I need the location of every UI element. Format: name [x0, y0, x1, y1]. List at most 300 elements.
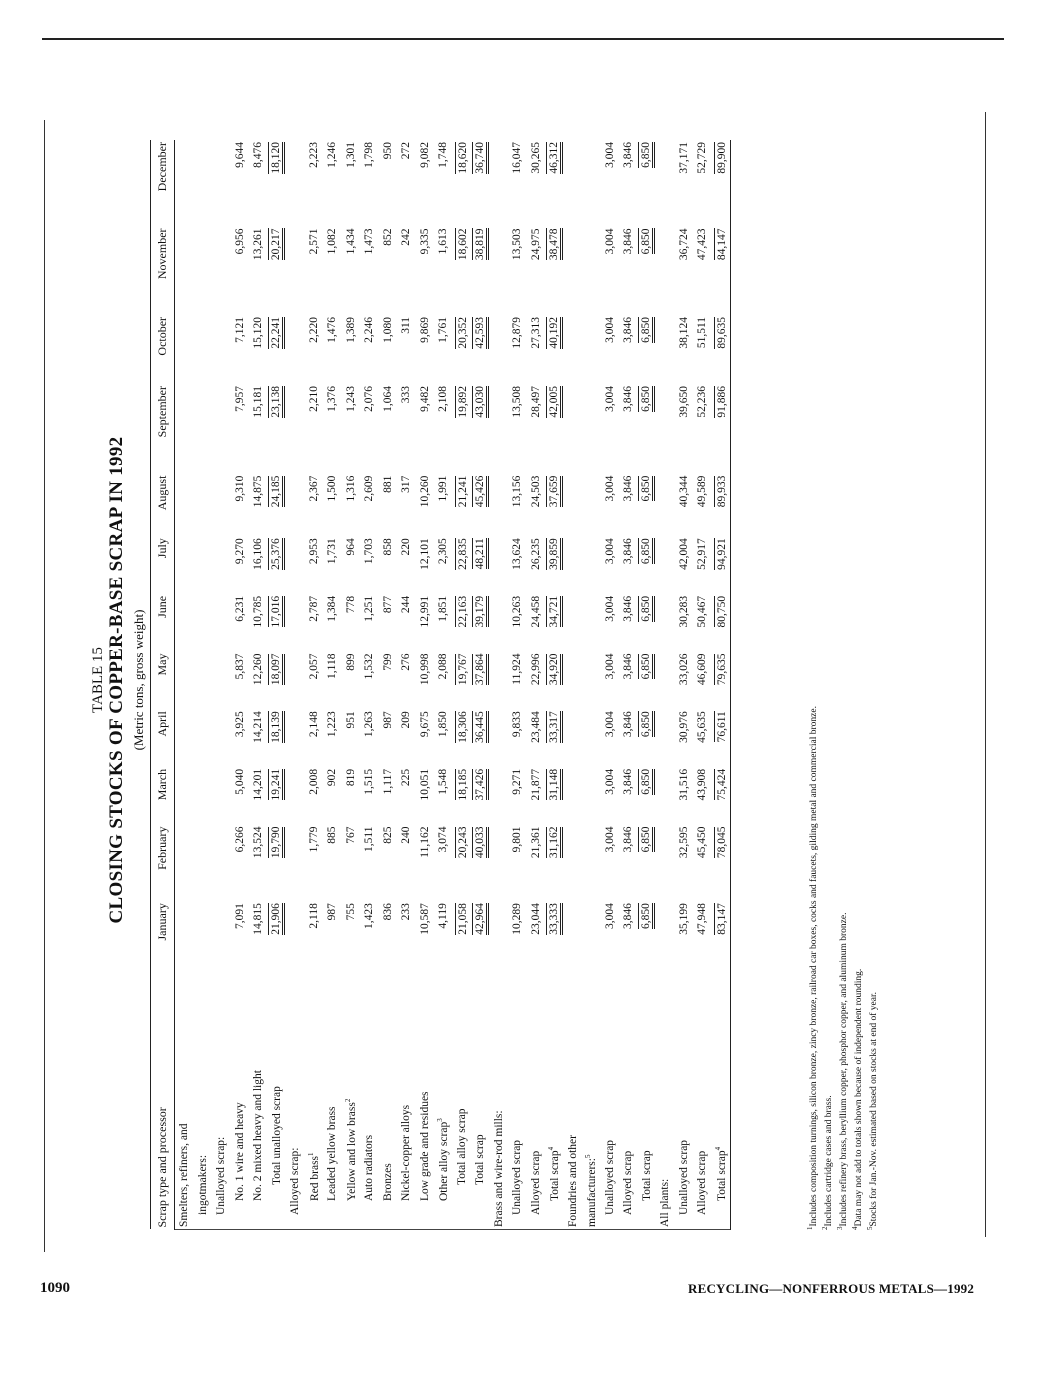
table-cell: 13,624	[511, 538, 524, 570]
row-label: Low grade and residues	[416, 968, 435, 1229]
table-row	[434, 140, 453, 1230]
table-cell: 4,119	[437, 903, 450, 929]
table-cell: 272	[400, 142, 413, 160]
table-cell: 18,120	[268, 140, 287, 226]
table-cell: 31,162	[545, 825, 564, 902]
table-cell	[564, 315, 583, 384]
row-label: Bronzes	[379, 968, 398, 1229]
table-row	[527, 140, 546, 1230]
footnote: $^1$Includes composition turnings, silicon bronze, zincy bronze, railroad car boxes, cocks and faucets, gilding metal and commercial bronze.	[806, 706, 820, 1230]
table-cell: 24,503	[529, 475, 542, 508]
table-title: CLOSING STOCKS OF COPPER-BASE SCRAP IN 1992	[106, 436, 127, 924]
table-cell: 767	[344, 826, 357, 844]
table-cell	[564, 140, 583, 226]
table-row	[453, 140, 472, 1230]
table-cell: 1,473	[363, 228, 376, 255]
table-cell: 6,850	[638, 315, 657, 384]
table-cell: 23,138	[268, 384, 287, 474]
table-cell: 2,008	[307, 768, 320, 795]
table-cell: 30,265	[529, 142, 542, 174]
table-cell: 47,423	[696, 228, 709, 261]
footnote: $^3$Includes refinery brass, beryllium copper, phosphor copper, and aluminum bronze.	[835, 912, 850, 1230]
table-cell: 1,476	[326, 316, 339, 343]
table-cell	[582, 536, 601, 594]
table-cell: 9,644	[233, 142, 246, 168]
table-cell	[194, 384, 213, 474]
column-header-month: February	[151, 825, 175, 902]
table-cell: 899	[344, 653, 357, 671]
table-cell	[194, 594, 213, 652]
row-label: Alloyed scrap	[527, 968, 546, 1229]
table-cell	[286, 315, 305, 384]
table-cell	[212, 594, 231, 652]
table-row	[249, 140, 268, 1230]
table-cell	[194, 536, 213, 594]
table-body	[175, 140, 731, 1230]
table-cell	[212, 226, 231, 314]
table-cell	[656, 474, 675, 537]
table-cell	[490, 825, 509, 902]
table-cell: 1,613	[437, 228, 450, 255]
table-cell: 858	[381, 538, 394, 556]
table-cell: 3,004	[603, 826, 616, 853]
table-cell: 778	[344, 595, 357, 614]
table-cell: 1,532	[363, 653, 376, 680]
table-cell: 1,316	[344, 475, 357, 502]
table-cell	[490, 384, 509, 474]
row-label: Total scrap	[638, 968, 657, 1229]
table-cell: 951	[344, 711, 357, 729]
table-cell	[286, 140, 305, 226]
table-cell: 12,991	[418, 595, 431, 628]
table-cell: 1,064	[381, 386, 394, 412]
table-cell: 18,185	[456, 768, 469, 801]
footnote: $^2$Includes cartridge cases and brass.	[820, 1095, 835, 1230]
table-cell: 240	[400, 826, 413, 844]
table-cell: 79,635	[712, 652, 731, 710]
table-cell: 3,925	[233, 711, 246, 738]
table-cell: 6,850	[638, 140, 657, 226]
table-cell: 950	[381, 142, 394, 160]
table-cell	[656, 825, 675, 902]
table-cell: 9,271	[511, 768, 524, 795]
table-row	[712, 140, 731, 1230]
table-cell: 89,933	[712, 474, 731, 537]
table-cell: 10,587	[418, 903, 431, 935]
table-cell: 3,846	[622, 595, 635, 622]
table-cell: 1,301	[344, 142, 357, 168]
table-cell	[490, 594, 509, 652]
table-row	[397, 140, 416, 1230]
table-cell	[212, 652, 231, 710]
table-cell: 1,246	[326, 142, 339, 168]
table-cell	[582, 226, 601, 314]
table-cell: 3,004	[603, 475, 616, 502]
table-cell	[286, 767, 305, 825]
table-row	[360, 140, 379, 1230]
table-cell	[194, 709, 213, 767]
row-label: Unalloyed scrap	[675, 968, 694, 1229]
table-cell	[286, 825, 305, 902]
row-label: Total scrap	[471, 968, 490, 1229]
table-row	[305, 140, 324, 1230]
table-cell: 1,389	[344, 316, 357, 343]
table-cell: 51,511	[696, 316, 709, 349]
table-cell: 18,306	[456, 711, 469, 743]
table-cell: 15,120	[252, 316, 265, 349]
table-cell: 819	[344, 768, 357, 787]
table-cell: 21,906	[268, 901, 287, 968]
table-cell: 1,423	[363, 903, 376, 930]
table-cell: 1,748	[437, 142, 450, 168]
table-cell	[194, 767, 213, 825]
table-cell: 964	[344, 538, 357, 556]
table-cell: 75,424	[712, 767, 731, 825]
column-header-month: June	[151, 594, 175, 652]
table-cell: 36,740	[471, 140, 490, 226]
table-cell: 52,729	[696, 142, 709, 174]
table-cell: 20,217	[268, 226, 287, 314]
table-cell: 836	[381, 903, 394, 921]
table-cell: 45,426	[471, 474, 490, 537]
table-cell: 1,434	[344, 228, 357, 255]
table-cell: 1,082	[326, 228, 339, 255]
table-row	[619, 140, 638, 1230]
footnote-marker: 3	[436, 1118, 445, 1122]
table-cell: 89,635	[712, 315, 731, 384]
table-cell	[286, 474, 305, 537]
table-cell: 23,044	[529, 903, 542, 935]
table-cell: 9,270	[233, 538, 246, 565]
table-cell: 39,859	[545, 536, 564, 594]
table-cell: 755	[344, 903, 357, 921]
table-cell	[286, 709, 305, 767]
table-cell	[212, 825, 231, 902]
table-cell: 31,516	[677, 768, 690, 801]
table-cell: 1,384	[326, 595, 339, 622]
table-cell: 27,313	[529, 316, 542, 349]
table-cell	[175, 901, 194, 968]
table-cell	[490, 901, 509, 968]
table-cell	[564, 594, 583, 652]
table-cell	[656, 652, 675, 710]
table-row	[582, 140, 601, 1230]
table-cell: 6,850	[638, 652, 657, 710]
table-cell: 20,243	[456, 826, 469, 859]
table-cell: 11,924	[511, 653, 524, 685]
table-cell	[175, 825, 194, 902]
row-label: Unalloyed scrap	[508, 968, 527, 1229]
table-cell: 10,260	[418, 475, 431, 508]
table-cell: 78,045	[712, 825, 731, 902]
table-cell: 10,998	[418, 653, 431, 686]
table-cell	[175, 652, 194, 710]
table-cell: 22,996	[529, 653, 542, 686]
table-cell: 3,846	[622, 711, 635, 738]
table-row	[379, 140, 398, 1230]
row-label: Total scrap$^4$	[712, 968, 731, 1229]
table-cell: 13,261	[252, 228, 265, 261]
table-cell: 2,571	[307, 228, 320, 255]
row-label: Red brass$^1$	[305, 968, 324, 1229]
table-cell	[656, 226, 675, 314]
table-cell: 12,101	[418, 538, 431, 570]
table-cell: 23,484	[529, 711, 542, 743]
table-row	[286, 140, 305, 1230]
table-cell: 852	[381, 228, 394, 246]
footnote-marker: 1	[306, 1152, 315, 1156]
table-cell: 40,344	[677, 475, 690, 508]
table-row	[508, 140, 527, 1230]
table-cell	[194, 652, 213, 710]
table-cell: 39,650	[677, 386, 690, 418]
column-header-month: April	[151, 709, 175, 767]
table-cell: 42,964	[471, 901, 490, 968]
row-label: Total scrap$^4$	[545, 968, 564, 1229]
table-cell	[212, 315, 231, 384]
table-cell	[212, 536, 231, 594]
table-cell: 209	[400, 711, 413, 729]
table-cell	[490, 536, 509, 594]
table-cell	[286, 536, 305, 594]
table-cell: 3,074	[437, 826, 450, 853]
top-rule	[42, 38, 1004, 40]
table-cell	[175, 709, 194, 767]
table-cell: 1,731	[326, 538, 339, 565]
table-cell: 1,117	[381, 768, 394, 795]
table-row	[638, 140, 657, 1230]
table-cell: 877	[381, 595, 394, 614]
table-row	[545, 140, 564, 1230]
table-cell: 83,147	[712, 901, 731, 968]
table-cell: 9,082	[418, 142, 431, 168]
table-cell: 37,426	[471, 767, 490, 825]
table-cell	[656, 709, 675, 767]
table-cell	[175, 767, 194, 825]
table-cell: 17,016	[268, 594, 287, 652]
footnote: $^4$Data may not add to totals shown because of independent rounding.	[850, 968, 865, 1230]
table-cell: 47,948	[696, 903, 709, 935]
table-row	[268, 140, 287, 1230]
table-cell	[212, 767, 231, 825]
table-cell: 14,201	[252, 768, 265, 801]
table-cell: 50,467	[696, 595, 709, 628]
table-cell	[212, 901, 231, 968]
column-header-label: Scrap type and processor	[151, 968, 175, 1229]
table-cell: 40,033	[471, 825, 490, 902]
rotated-table-region	[90, 120, 879, 1240]
table-cell	[656, 594, 675, 652]
table-cell: 52,236	[696, 386, 709, 418]
table-row	[194, 140, 213, 1230]
table-cell	[564, 901, 583, 968]
table-cell: 46,312	[545, 140, 564, 226]
table-row	[490, 140, 509, 1230]
footnote-marker: 2	[343, 1098, 352, 1103]
table-cell: 16,047	[511, 142, 524, 174]
table-cell: 885	[326, 826, 339, 844]
table-cell: 26,235	[529, 538, 542, 570]
table-cell: 19,767	[456, 653, 469, 686]
table-cell: 13,508	[511, 386, 524, 418]
table-cell: 1,851	[437, 595, 450, 622]
row-label: Unalloyed scrap:	[212, 968, 231, 1229]
table-cell: 9,482	[418, 386, 431, 412]
table-cell: 10,785	[252, 595, 265, 628]
table-cell: 7,957	[233, 386, 246, 412]
table-cell: 36,724	[677, 228, 690, 261]
table-cell: 6,850	[638, 594, 657, 652]
table-cell: 21,877	[529, 768, 542, 801]
table-cell: 2,953	[307, 538, 320, 565]
table-cell: 6,850	[638, 536, 657, 594]
table-cell: 3,846	[622, 475, 635, 502]
table-cell: 10,289	[511, 903, 524, 935]
table-cell: 38,478	[545, 226, 564, 314]
table-row	[175, 140, 194, 1230]
row-label: Brass and wire-rod mills:	[490, 968, 509, 1229]
table-cell	[194, 901, 213, 968]
table-header-row	[151, 140, 175, 1230]
table-cell: 80,750	[712, 594, 731, 652]
table-cell: 32,595	[677, 826, 690, 859]
table-cell: 5,837	[233, 653, 246, 680]
row-label: Auto radiators	[360, 968, 379, 1229]
table-cell	[582, 901, 601, 968]
table-cell: 317	[400, 475, 413, 493]
table-cell: 30,976	[677, 711, 690, 743]
table-cell	[194, 315, 213, 384]
table-cell: 84,147	[712, 226, 731, 314]
table-cell: 6,850	[638, 226, 657, 314]
table-cell: 21,058	[456, 903, 469, 935]
row-label: Nickel-copper alloys	[397, 968, 416, 1229]
footnotes	[805, 140, 880, 1230]
table-cell: 311	[400, 316, 413, 334]
table-row	[601, 140, 620, 1230]
table-cell: 52,917	[696, 538, 709, 570]
table-cell: 3,846	[622, 538, 635, 565]
table-cell: 3,004	[603, 768, 616, 795]
table-cell	[582, 652, 601, 710]
row-label: Total unalloyed scrap	[268, 968, 287, 1229]
table-cell: 3,846	[622, 653, 635, 680]
table-cell: 22,241	[268, 315, 287, 384]
table-cell: 902	[326, 768, 339, 787]
table-cell: 19,892	[456, 386, 469, 418]
table-cell: 9,869	[418, 316, 431, 343]
table-cell: 18,139	[268, 709, 287, 767]
table-cell: 3,846	[622, 903, 635, 930]
table-cell: 2,088	[437, 653, 450, 680]
table-cell: 13,156	[511, 475, 524, 508]
table-row	[693, 140, 712, 1230]
table-cell	[564, 825, 583, 902]
row-label: No. 1 wire and heavy	[231, 968, 250, 1229]
running-head: RECYCLING—NONFERROUS METALS—1992	[688, 1281, 975, 1296]
table-cell: 45,450	[696, 826, 709, 859]
table-cell	[286, 384, 305, 474]
footnote: $^5$Stocks for Jan.-Nov. estimated based on stocks at end of year.	[865, 992, 879, 1230]
table-row	[342, 140, 361, 1230]
table-cell: 24,185	[268, 474, 287, 537]
table-cell	[582, 594, 601, 652]
row-label: Total alloy scrap	[453, 968, 472, 1229]
table-cell	[212, 474, 231, 537]
page-number: 1090	[40, 1280, 70, 1296]
table-cell: 21,361	[529, 826, 542, 859]
table-cell: 14,815	[252, 903, 265, 935]
table-cell: 987	[381, 711, 394, 729]
row-label: Unalloyed scrap	[601, 968, 620, 1229]
table-cell: 9,310	[233, 475, 246, 502]
table-cell: 6,850	[638, 474, 657, 537]
table-cell: 220	[400, 538, 413, 556]
column-header-month: December	[151, 140, 175, 226]
table-cell: 1,118	[326, 653, 339, 679]
table-cell: 15,181	[252, 386, 265, 418]
table-cell	[490, 474, 509, 537]
table-cell: 22,163	[456, 595, 469, 628]
table-cell	[175, 140, 194, 226]
table-cell: 3,846	[622, 142, 635, 168]
table-cell: 6,956	[233, 228, 246, 255]
table-cell: 8,476	[252, 142, 265, 168]
table-cell	[656, 140, 675, 226]
table-cell: 7,091	[233, 903, 246, 930]
table-cell	[194, 474, 213, 537]
table-cell: 10,263	[511, 595, 524, 628]
table-cell: 33,317	[545, 709, 564, 767]
table-cell: 825	[381, 826, 394, 844]
table-cell: 31,148	[545, 767, 564, 825]
table-cell: 37,864	[471, 652, 490, 710]
table-cell: 40,192	[545, 315, 564, 384]
table-cell	[490, 709, 509, 767]
table-cell: 3,004	[603, 711, 616, 738]
table-cell: 18,097	[268, 652, 287, 710]
table-cell: 18,602	[456, 228, 469, 261]
table-cell: 881	[381, 475, 394, 493]
table-cell	[656, 767, 675, 825]
table-cell: 1,515	[363, 768, 376, 795]
table-cell: 25,376	[268, 536, 287, 594]
table-cell	[286, 652, 305, 710]
table-cell: 3,846	[622, 768, 635, 795]
table-cell: 39,179	[471, 594, 490, 652]
table-cell	[490, 315, 509, 384]
table-cell: 6,850	[638, 384, 657, 474]
table-cell: 12,879	[511, 316, 524, 349]
table-label: TABLE 15	[90, 647, 106, 713]
table-cell	[194, 825, 213, 902]
table-cell: 1,500	[326, 475, 339, 502]
table-cell: 3,004	[603, 228, 616, 255]
table-cell: 987	[326, 903, 339, 921]
table-cell: 21,241	[456, 475, 469, 508]
table-cell: 276	[400, 653, 413, 671]
table-cell: 3,846	[622, 228, 635, 255]
table-row	[231, 140, 250, 1230]
table-cell: 1,080	[381, 316, 394, 343]
table-cell: 28,497	[529, 386, 542, 418]
table-cell: 1,243	[344, 386, 357, 412]
table-cell: 333	[400, 386, 413, 404]
table-cell: 6,231	[233, 595, 246, 622]
column-header-month: September	[151, 384, 175, 474]
table-cell	[656, 536, 675, 594]
table-cell: 19,790	[268, 825, 287, 902]
